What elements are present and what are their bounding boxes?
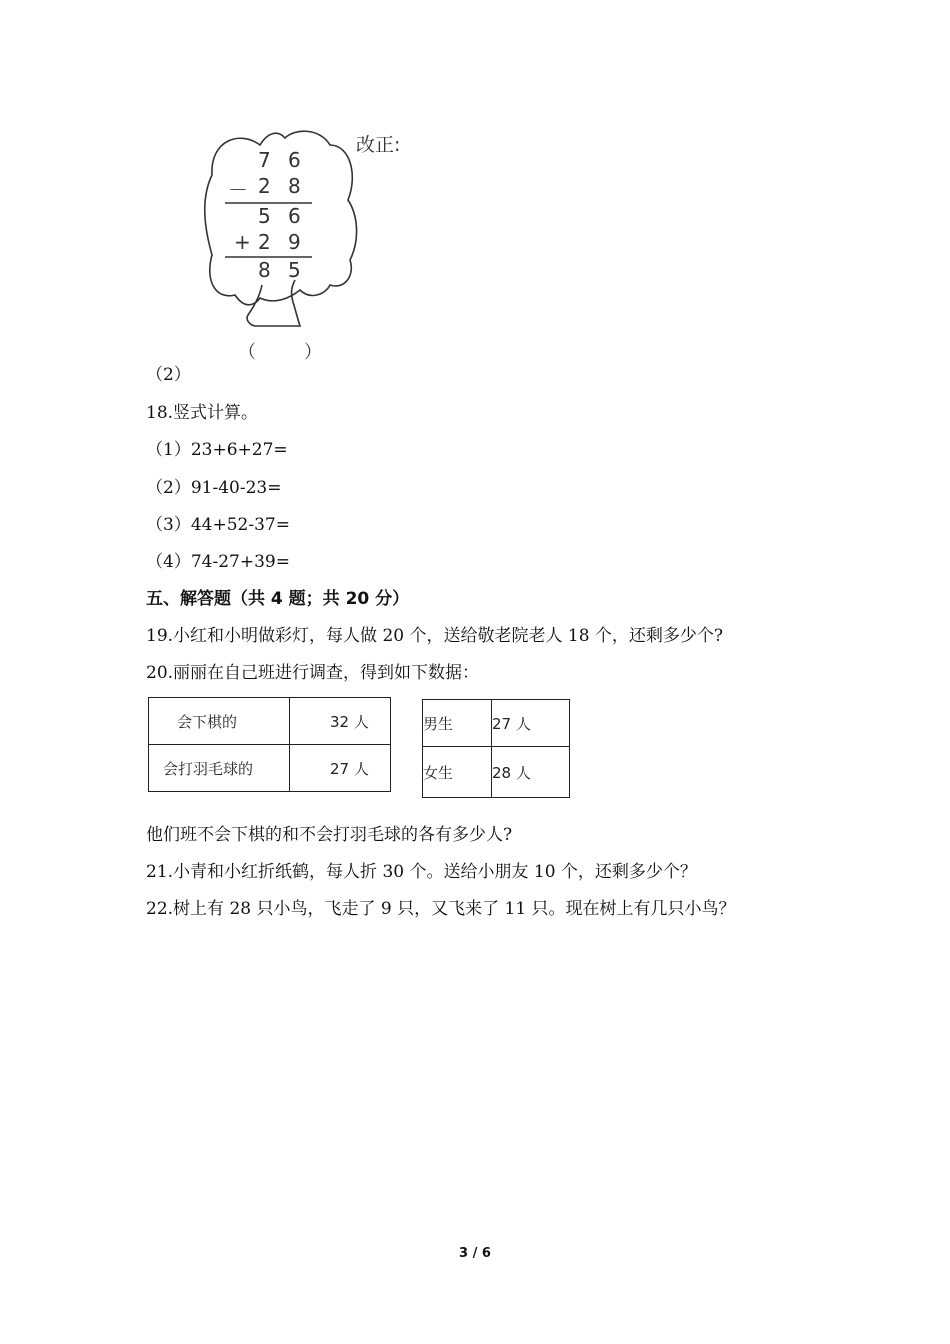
answer-blank: （ ） — [238, 342, 326, 363]
section-5-title: 五、解答题（共 4 题；共 20 分） — [146, 589, 410, 609]
calc1-r-tens: 5 — [258, 204, 271, 228]
table-cell: 男生 — [423, 700, 492, 747]
calc1-a-tens: 7 — [258, 148, 271, 172]
q17-sub2-label: （2） — [146, 365, 191, 385]
chess-badminton-table — [148, 697, 391, 792]
table-cell: 27 人 — [290, 745, 391, 792]
q18-item-1: （1）23+6+27= — [146, 440, 288, 460]
table-cell: 会下棋的 — [149, 698, 290, 745]
calc2-b-tens: 2 — [258, 230, 271, 254]
table-row — [423, 700, 570, 747]
calc1-b-tens: 2 — [258, 174, 271, 198]
table-cell: 28 人 — [492, 747, 570, 798]
calc1-operator: － — [228, 178, 248, 202]
calc2-r-ones: 5 — [288, 258, 301, 282]
q18-item-3: （3）44+52-37= — [146, 515, 290, 535]
q18-item-4: （4）74-27+39= — [146, 552, 290, 572]
table-cell: 女生 — [423, 747, 492, 798]
q22-text: 22.树上有 28 只小鸟，飞走了 9 只，又飞来了 11 只。现在树上有几只小鸟？ — [146, 899, 736, 919]
q20-title: 20.丽丽在自己班进行调查，得到如下数据： — [146, 663, 480, 683]
calc2-operator: + — [234, 230, 251, 254]
table-cell: 会打羽毛球的 — [149, 745, 290, 792]
gender-table — [422, 699, 570, 798]
q19-text: 19.小红和小明做彩灯，每人做 20 个，送给敬老院老人 18 个，还剩多少个? — [146, 626, 724, 646]
table-cell: 32 人 — [290, 698, 391, 745]
tree-figure — [200, 120, 430, 370]
correction-label: 改正: — [356, 134, 401, 156]
calc1-r-ones: 6 — [288, 204, 301, 228]
q20-question: 他们班不会下棋的和不会打羽毛球的各有多少人? — [146, 825, 513, 845]
q18-title: 18.竖式计算。 — [146, 403, 259, 423]
q21-text: 21.小青和小红折纸鹤，每人折 30 个。送给小朋友 10 个，还剩多少个？ — [146, 862, 697, 882]
calc1-b-ones: 8 — [288, 174, 301, 198]
q18-item-2: （2）91-40-23= — [146, 478, 282, 498]
calc2-r-tens: 8 — [258, 258, 271, 282]
table-row — [149, 698, 391, 745]
calc2-b-ones: 9 — [288, 230, 301, 254]
calc1-a-ones: 6 — [288, 148, 301, 172]
table-cell: 27 人 — [492, 700, 570, 747]
table-row — [423, 747, 570, 798]
page-number: 3 / 6 — [459, 1246, 491, 1261]
table-row — [149, 745, 391, 792]
